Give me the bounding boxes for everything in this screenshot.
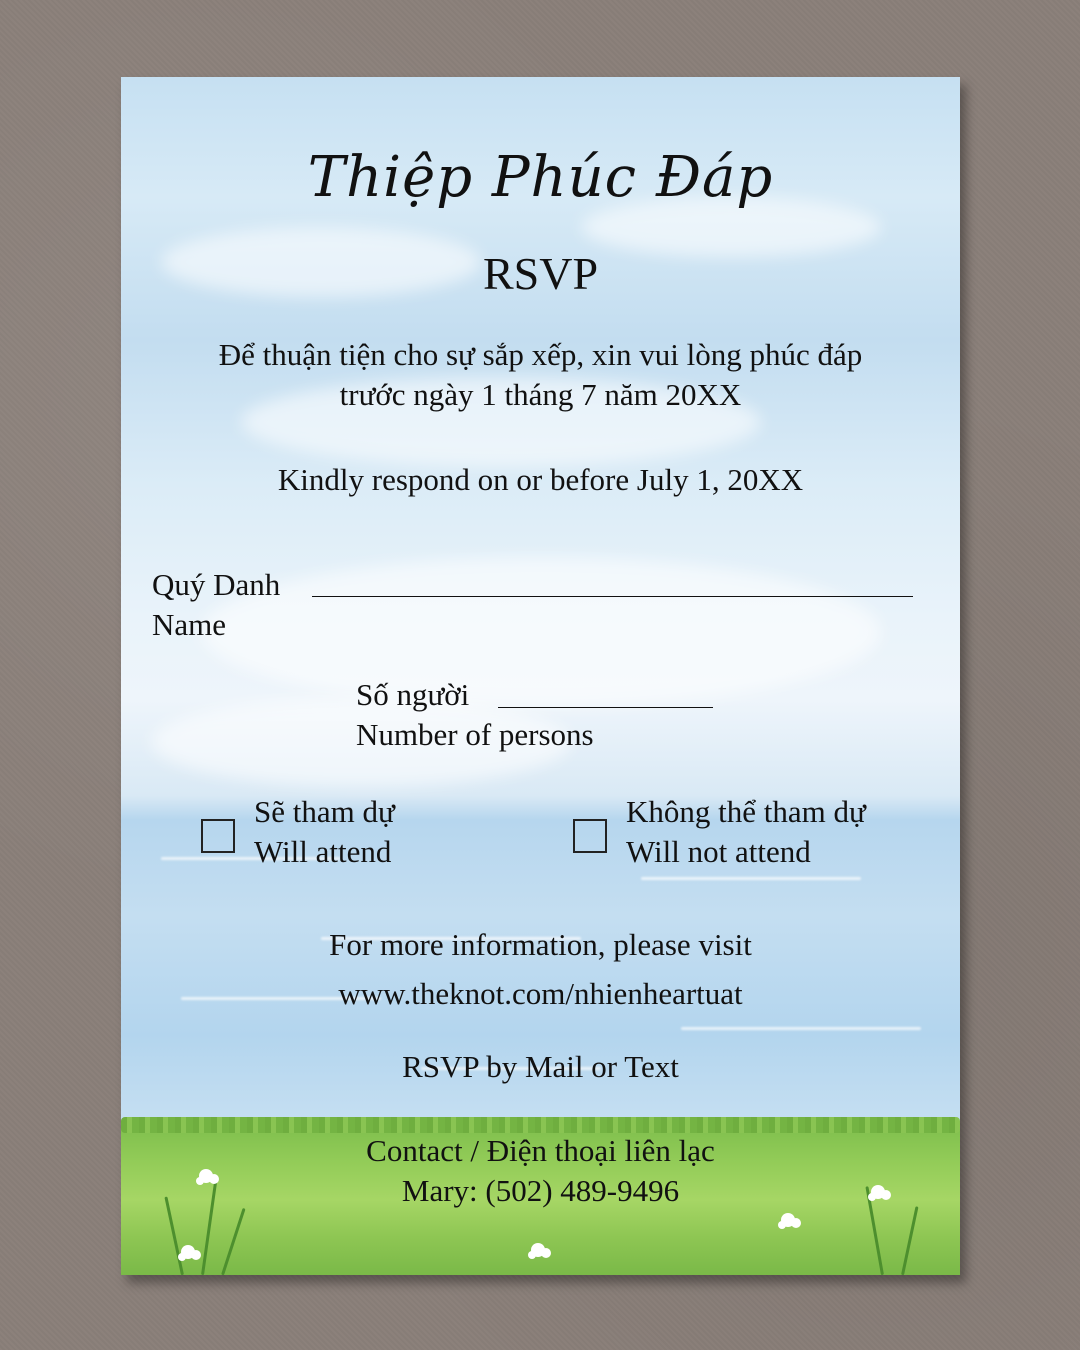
grass-blade [901, 1206, 918, 1275]
persons-label-vi: Số người [356, 677, 470, 712]
grass-blade [221, 1208, 245, 1275]
cloud-decoration [201, 557, 881, 707]
attend-label-vi: Sẽ tham dự [254, 794, 395, 829]
rsvp-method: RSVP by Mail or Text [402, 1049, 679, 1084]
persons-input-line[interactable] [498, 707, 713, 708]
flower-decoration [531, 1243, 545, 1257]
persons-label-en: Number of persons [356, 717, 594, 752]
contact-label: Contact / Điện thoại liên lạc [366, 1133, 715, 1168]
flower-decoration [781, 1213, 795, 1227]
water-highlight [681, 1027, 921, 1030]
info-url[interactable]: www.theknot.com/nhienheartuat [338, 976, 743, 1011]
water-highlight [641, 877, 861, 880]
attend-checkbox[interactable] [201, 819, 235, 853]
info-line: For more information, please visit [329, 927, 752, 962]
attend-label-en: Will attend [254, 834, 392, 869]
flower-decoration [181, 1245, 195, 1259]
contact-detail: Mary: (502) 489-9496 [401, 1173, 680, 1208]
name-input-line[interactable] [312, 596, 913, 597]
not-attend-checkbox[interactable] [573, 819, 607, 853]
card-subtitle: RSVP [482, 248, 599, 299]
note-vi-line1: Để thuận tiện cho sự sắp xếp, xin vui lòng phúc đáp [218, 337, 863, 372]
name-label-vi: Quý Danh [152, 567, 281, 602]
not-attend-label-vi: Không thể tham dự [626, 794, 866, 829]
rsvp-card [121, 77, 960, 1275]
note-en: Kindly respond on or before July 1, 20XX [277, 462, 804, 497]
not-attend-label-en: Will not attend [626, 834, 811, 869]
note-vi-line2: trước ngày 1 tháng 7 năm 20XX [339, 377, 742, 412]
name-label-en: Name [152, 607, 227, 642]
card-title: Thiệp Phúc Đáp [307, 145, 774, 210]
